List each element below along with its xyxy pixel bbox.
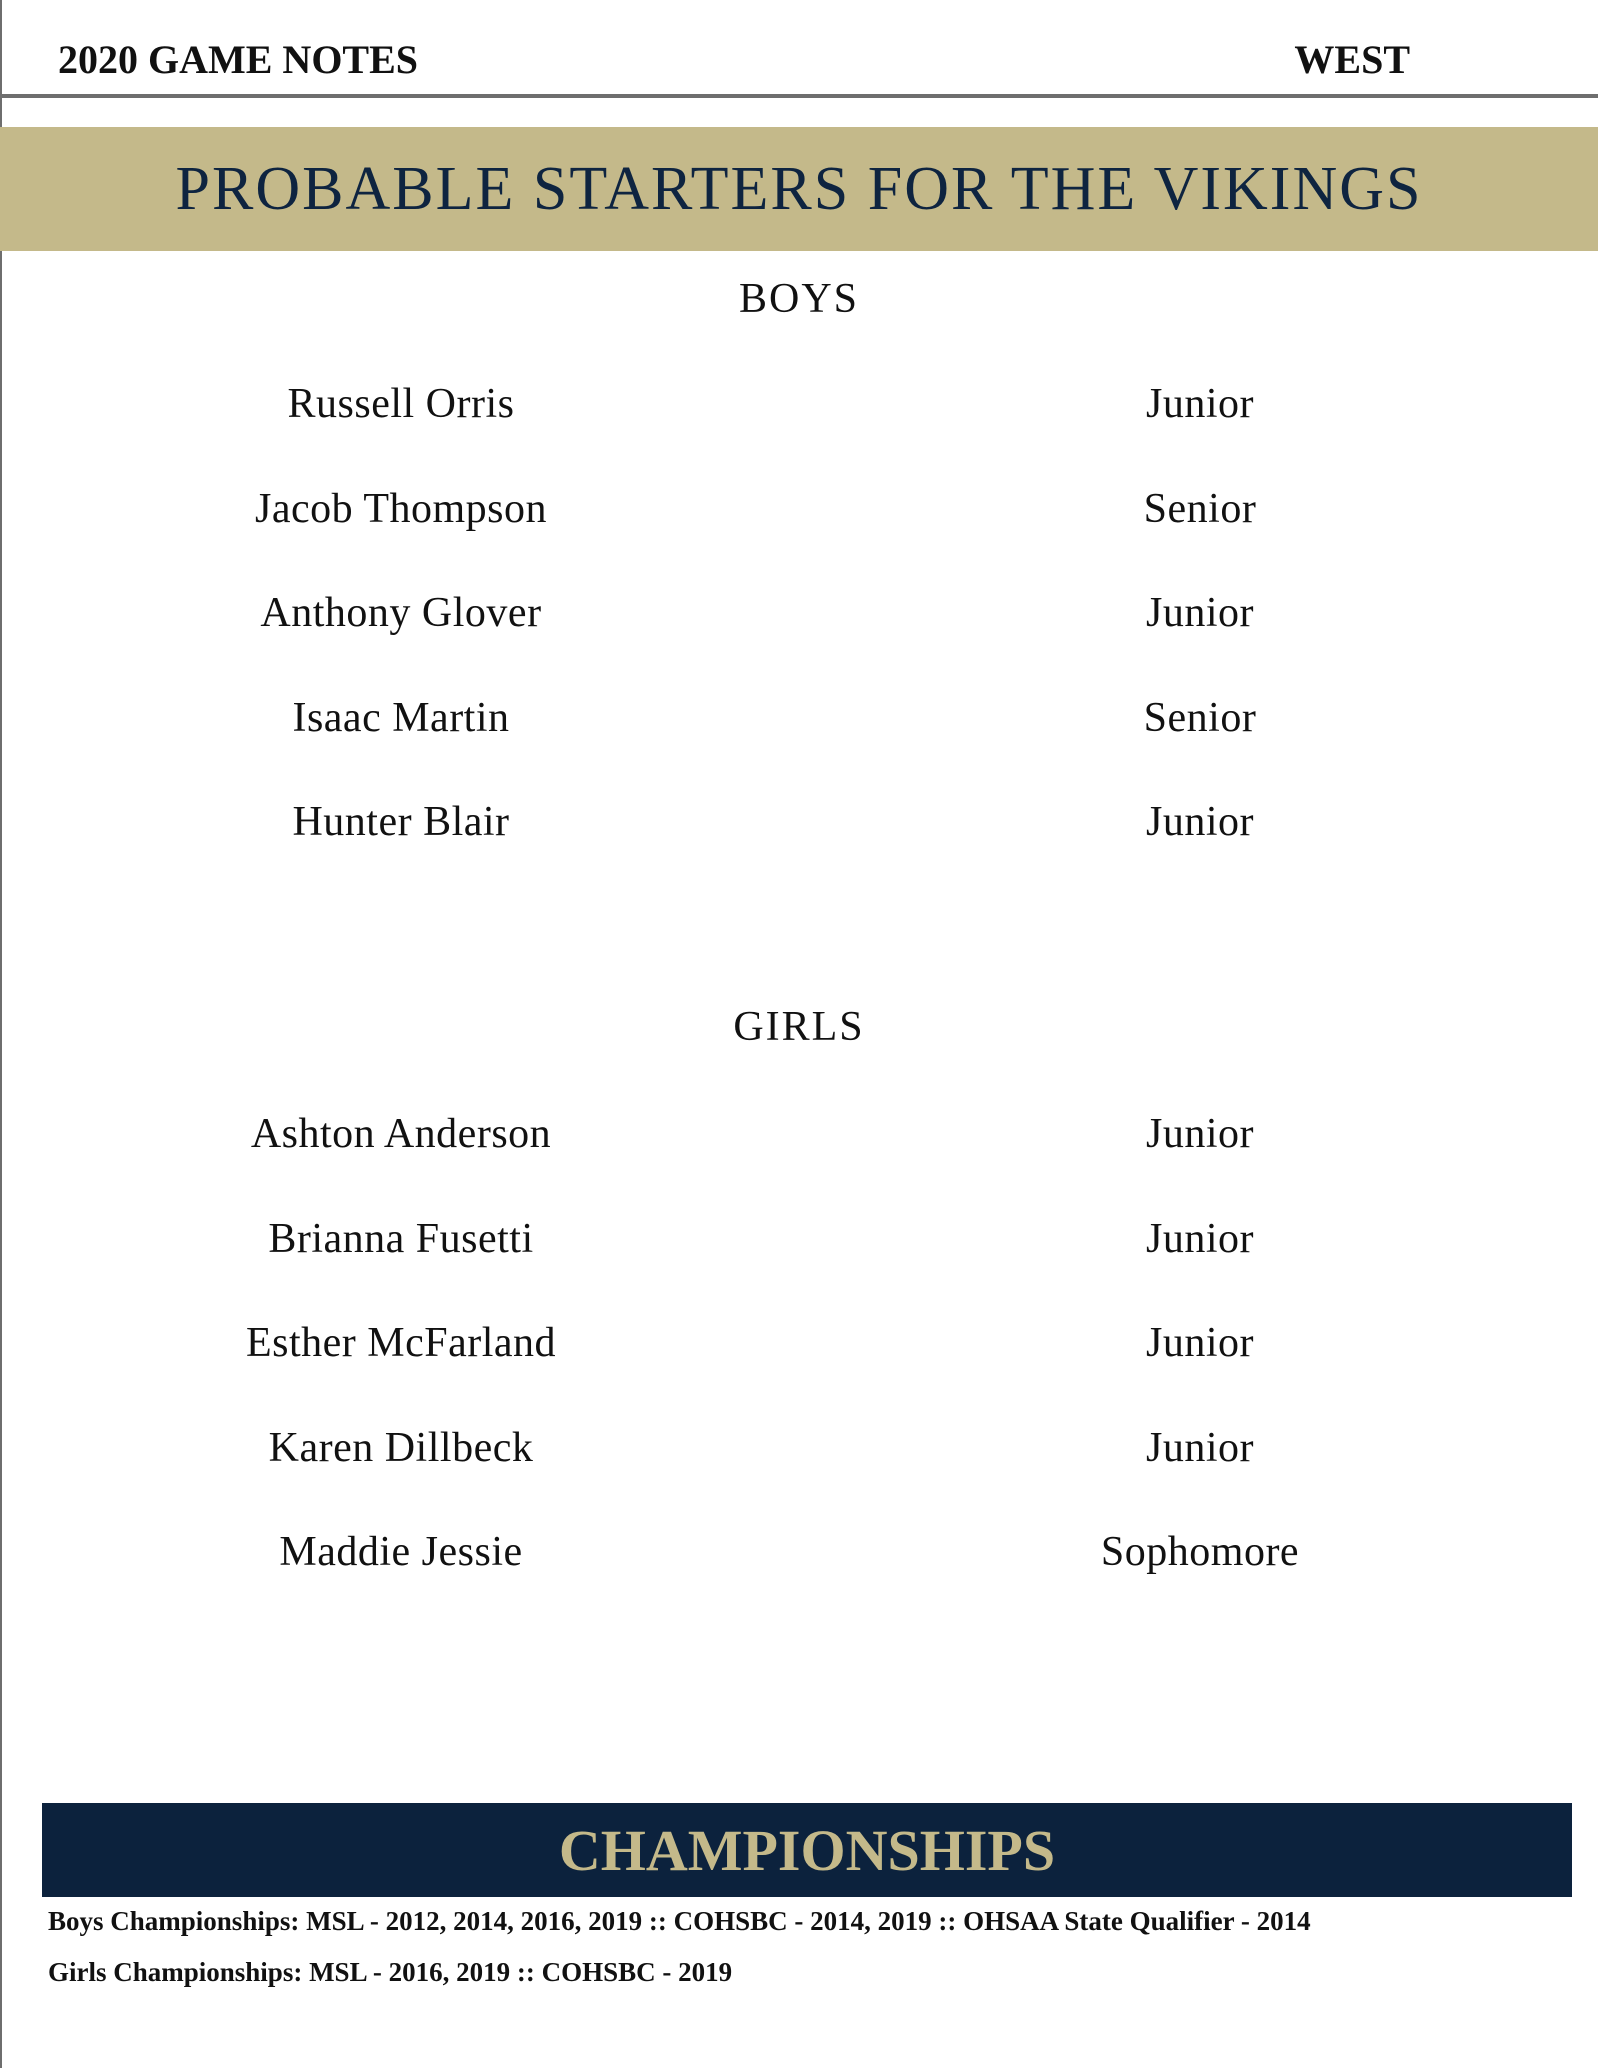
championships-banner [42,1803,1572,1897]
roster-row [0,1319,1598,1424]
player-year: Junior [1146,799,1254,845]
player-name: Brianna Fusetti [268,1215,534,1262]
player-name: Ashton Anderson [250,1111,552,1157]
player-name: Russell Orris [287,381,515,427]
girls-championships-line: Girls Championships: MSL - 2016, 2019 :: COHSBC - 2019 [48,1957,733,1987]
roster-row [0,1424,1598,1529]
player-year: Junior [1146,1424,1254,1471]
player-year: Junior [1146,381,1254,427]
page-header-team: WEST [1294,37,1410,82]
player-name: Esther McFarland [245,1320,557,1366]
championships-title: CHAMPIONSHIPS [558,1817,1056,1883]
boys-championships-line: Boys Championships: MSL - 2012, 2014, 2016, 2019 :: COHSBC - 2014, 2019 :: OHSAA State Qualifier - 2014 [48,1906,1311,1936]
roster-row [0,1110,1598,1215]
roster-row [0,380,1598,485]
player-name: Hunter Blair [292,799,510,845]
player-name: Isaac Martin [292,694,510,741]
roster-row [0,1215,1598,1320]
roster-row [0,798,1598,903]
roster-row [0,485,1598,590]
player-year: Junior [1146,1111,1254,1157]
roster-row [0,694,1598,799]
player-name: Jacob Thompson [254,485,548,532]
player-year: Junior [1146,1215,1254,1262]
player-name: Karen Dillbeck [268,1424,534,1471]
girls-roster [0,1110,1598,1633]
player-year: Junior [1146,590,1254,636]
player-name: Anthony Glover [260,590,542,636]
player-year: Junior [1146,1320,1254,1366]
player-name: Maddie Jessie [279,1529,523,1575]
player-year: Senior [1143,694,1257,741]
player-year: Sophomore [1100,1529,1300,1575]
roster-row [0,589,1598,694]
starters-banner [0,127,1598,251]
roster-row [0,1528,1598,1633]
player-year: Senior [1143,485,1257,532]
starters-banner-title: PROBABLE STARTERS FOR THE VIKINGS [175,154,1423,223]
page-header-title: 2020 GAME NOTES [58,37,419,82]
boys-roster [0,380,1598,903]
boys-heading: BOYS [738,276,860,322]
header-divider [0,94,1598,98]
girls-heading: GIRLS [733,1004,865,1050]
